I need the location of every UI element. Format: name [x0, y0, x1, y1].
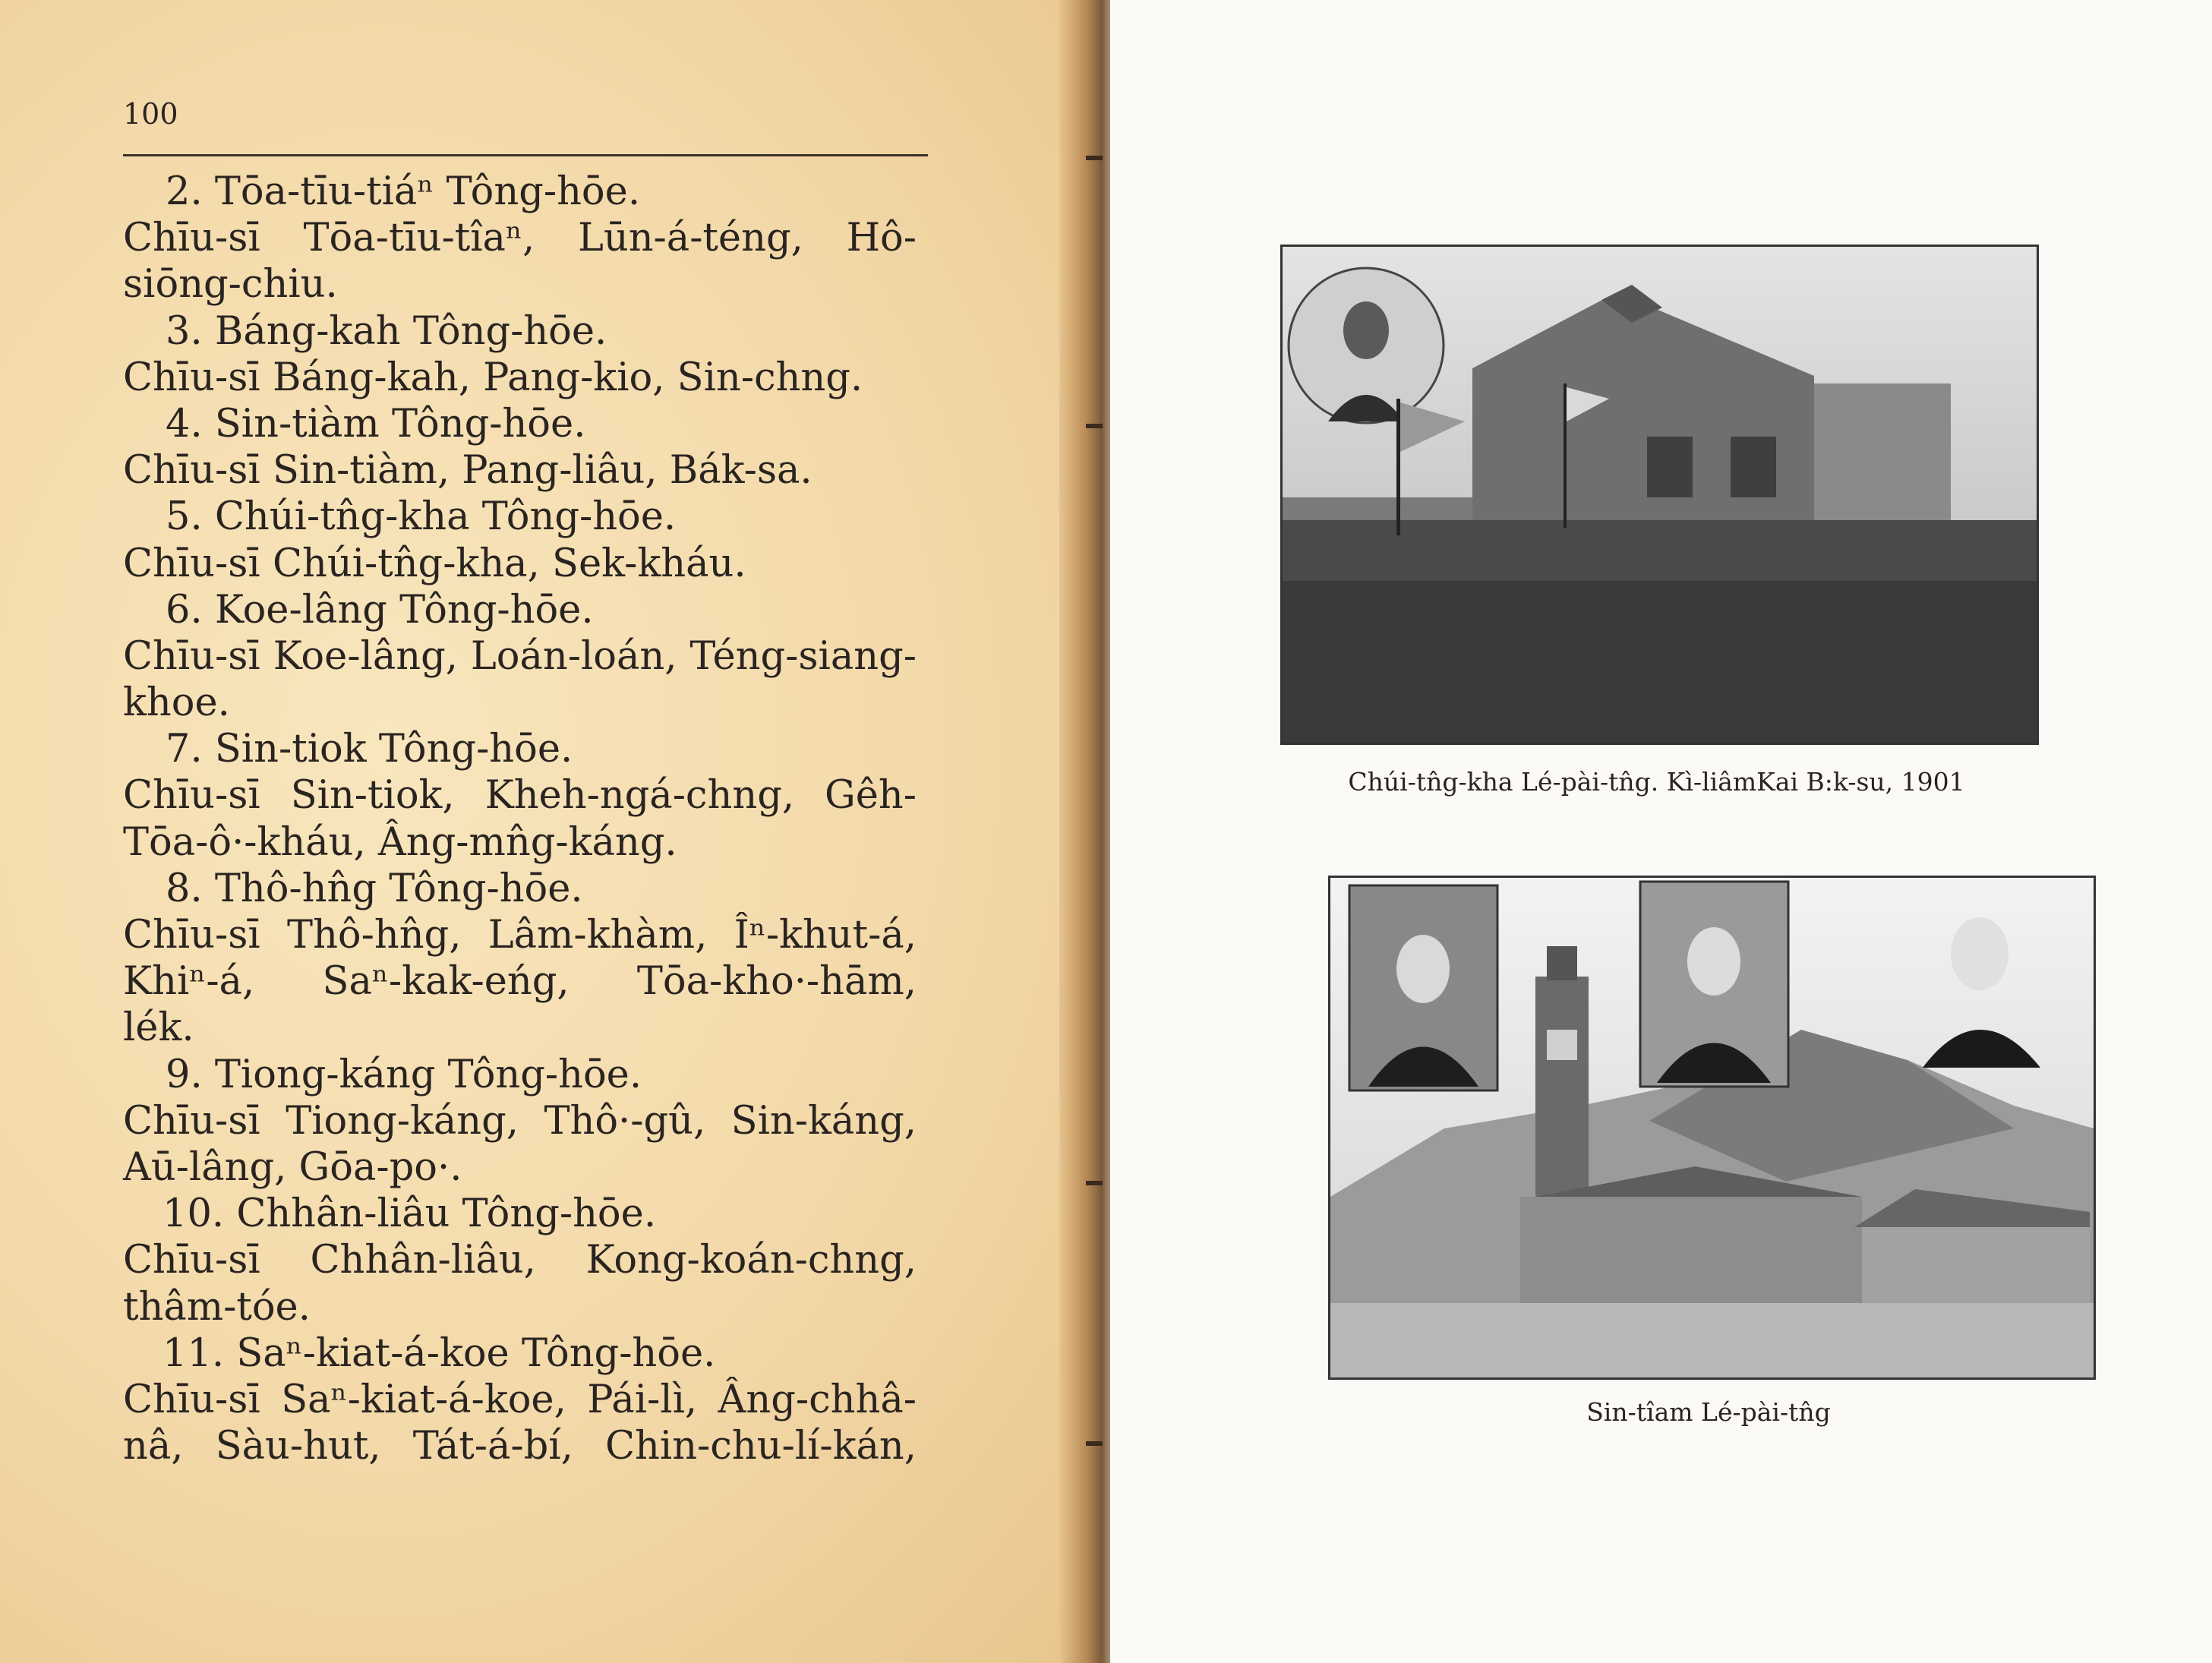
binding-stitch — [1086, 424, 1103, 428]
text-line: thâm-tóe. — [123, 1284, 311, 1330]
text-line: siōng-chiu. — [123, 262, 338, 308]
photo-2-caption: Sin-tîam Lé-pài-tn̂g — [1586, 1397, 1831, 1427]
text-line: 4. Sin-tiàm Tông-hōe. — [166, 401, 586, 447]
text-line: 2. Tōa-tīu-tiáⁿ Tông-hōe. — [166, 169, 641, 214]
text-line: 10. Chhân-liâu Tông-hōe. — [163, 1191, 657, 1237]
page-number: 100 — [123, 97, 178, 131]
text-line: nâ, Sàu-hut, Tát-á-bí, Chin-chu-lí-kán, — [123, 1424, 917, 1469]
text-line: Chīu-sī Chúi-tn̂g-kha, Sek-kháu. — [123, 541, 746, 586]
church-building-illustration — [1330, 878, 2094, 1377]
text-line: 5. Chúi-tn̂g-kha Tông-hōe. — [166, 494, 677, 540]
binding-stitch — [1086, 1181, 1103, 1185]
header-rule — [123, 154, 928, 156]
text-line: Chīu-sī Tiong-káng, Thô·-gû, Sin-káng, — [123, 1098, 917, 1144]
text-line: 11. Saⁿ-kiat-á-koe Tông-hōe. — [163, 1330, 716, 1376]
text-line: Chīu-sī Thô-hn̂g, Lâm-khàm, Îⁿ-khut-á, — [123, 913, 917, 958]
photo-1-caption: Chúi-tn̂g-kha Lé-pài-tn̂g. Kì-liâmKai B:k-su, 1901 — [1348, 767, 1965, 797]
text-line: lék. — [123, 1005, 194, 1051]
text-line: Khiⁿ-á, Saⁿ-kak-eńg, Tōa-kho·-hām, — [123, 959, 917, 1005]
church-congregation-illustration — [1283, 247, 2037, 743]
text-line: 3. Báng-kah Tông-hōe. — [166, 308, 607, 354]
binding-stitch — [1086, 1441, 1103, 1446]
binding-stitch — [1086, 156, 1103, 160]
text-line: khoe. — [123, 680, 230, 726]
text-line: Chīu-sī Koe-lâng, Loán-loán, Téng-siang- — [123, 633, 917, 679]
text-line: Tōa-ô·-kháu, Âng-mn̂g-káng. — [123, 819, 677, 865]
text-line: Chīu-sī Báng-kah, Pang-kio, Sin-chng. — [123, 355, 863, 400]
text-line: Chīu-sī Tōa-tīu-tîaⁿ, Lūn-á-téng, Hô- — [123, 216, 917, 261]
church-congregation-photo — [1280, 245, 2039, 745]
text-line: 9. Tiong-káng Tông-hōe. — [166, 1052, 642, 1097]
text-line: Aū-lâng, Gōa-po·. — [123, 1144, 462, 1190]
church-building-photo — [1328, 876, 2096, 1380]
text-line: 7. Sin-tiok Tông-hōe. — [166, 727, 573, 772]
text-line: Chīu-sī Sin-tiàm, Pang-liâu, Bák-sa. — [123, 448, 813, 494]
text-line: Chīu-sī Saⁿ-kiat-á-koe, Pái-lì, Âng-chhâ- — [123, 1377, 917, 1422]
left-page — [0, 0, 1097, 1663]
text-line: Chīu-sī Chhân-liâu, Kong-koán-chng, — [123, 1238, 917, 1283]
left-page-text — [123, 169, 917, 1469]
text-line: 8. Thô-hn̂g Tông-hōe. — [166, 866, 583, 911]
text-line: 6. Koe-lâng Tông-hōe. — [166, 587, 594, 633]
text-line: Chīu-sī Sin-tiok, Kheh-ngá-chng, Gêh- — [123, 773, 917, 819]
